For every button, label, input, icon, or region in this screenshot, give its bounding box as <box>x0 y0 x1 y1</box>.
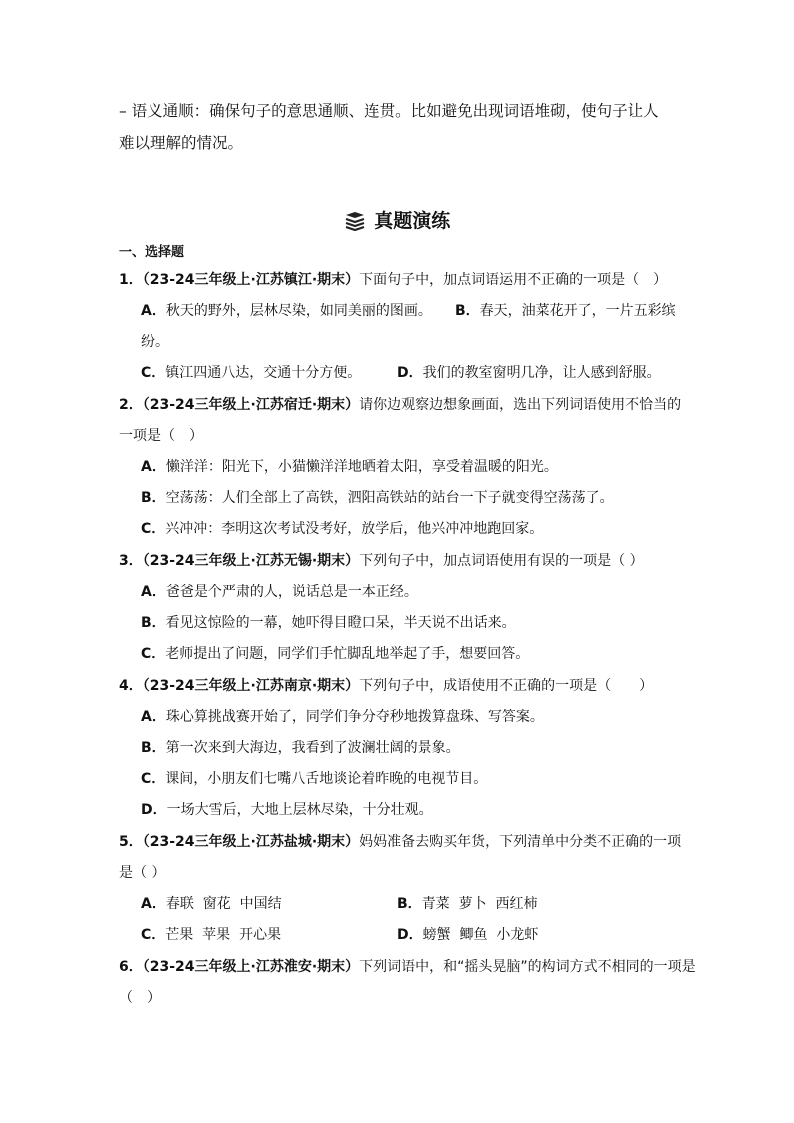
question-2-option-a: A．懒洋洋：阳光下，小猫懒洋洋地晒着太阳，享受着温暖的阳光。 <box>141 459 558 475</box>
question-1-option-b: B．春天，油菜花开了，一片五彩缤 <box>455 303 676 319</box>
question-5-stem: 5．（23-24三年级上·江苏盐城·期末）妈妈准备去购买年货，下列清单中分类不正确的一项 <box>119 834 682 850</box>
question-5-option-b: B．青菜 萝卜 西红柿 <box>397 896 538 912</box>
question-5-option-d: D．螃蟹 鲫鱼 小龙虾 <box>397 927 539 943</box>
question-5-option-c: C．芒果 苹果 开心果 <box>141 927 282 943</box>
question-5-stem-cont: 是（ ） <box>119 865 166 881</box>
section-title <box>0 208 794 234</box>
question-1-option-c: C．镇江四通八达，交通十分方便。 <box>141 365 362 381</box>
intro-line-1: – 语义通顺：确保句子的意思通顺、连贯。比如避免出现词语堆砌，使句子让人 <box>119 102 659 120</box>
question-6-stem: 6．（23-24三年级上·江苏淮安·期末）下列词语中，和“摇头晃脑”的构词方式不相同的一项是 <box>119 959 696 975</box>
question-1-stem: 1．（23-24三年级上·江苏镇江·期末）下面句子中，加点词语运用不正确的一项是（ ） <box>119 272 668 288</box>
question-2-option-b: B．空荡荡：人们全部上了高铁，泗阳高铁站的站台一下子就变得空荡荡了。 <box>141 490 614 506</box>
intro-line-2: 难以理解的情况。 <box>119 134 244 152</box>
question-2-stem: 2．（23-24三年级上·江苏宿迁·期末）请你边观察边想象画面，选出下列词语使用不恰当的 <box>119 397 682 413</box>
question-4-option-c: C．课间，小朋友们七嘴八舌地谈论着昨晚的电视节目。 <box>141 771 488 787</box>
section-subheading: 一、选择题 <box>119 245 185 260</box>
question-4-stem: 4．（23-24三年级上·江苏南京·期末）下列句子中，成语使用不正确的一项是（ ） <box>119 678 654 694</box>
question-1-option-d: D．我们的教室窗明几净，让人感到舒服。 <box>397 365 661 381</box>
question-2-option-c: C．兴冲冲：李明这次考试没考好，放学后，他兴冲冲地跑回家。 <box>141 521 544 537</box>
question-3-option-a: A．爸爸是个严肃的人，说话总是一本正经。 <box>141 584 418 600</box>
question-4-option-d: D．一场大雪后，大地上层林尽染，十分壮观。 <box>141 802 433 818</box>
question-3-option-b: B．看见这惊险的一幕，她吓得目瞪口呆，半天说不出话来。 <box>141 615 516 631</box>
question-1-option-a: A．秋天的野外，层林尽染，如同美丽的图画。 <box>141 303 432 319</box>
question-6-stem-cont: （ ） <box>119 990 161 1006</box>
question-4-option-a: A．珠心算挑战赛开始了，同学们争分夺秒地拨算盘珠、写答案。 <box>141 709 544 725</box>
question-3-stem: 3．（23-24三年级上·江苏无锡·期末）下列句子中，加点词语使用有误的一项是（ ） <box>119 553 644 569</box>
section-title-text: 真题演练 <box>374 210 451 232</box>
question-4-option-b: B．第一次来到大海边，我看到了波澜壮阔的景象。 <box>141 740 460 756</box>
books-icon <box>344 210 375 232</box>
question-2-stem-cont: 一项是（ ） <box>119 428 203 444</box>
question-5-option-a: A．春联 窗花 中国结 <box>141 896 282 912</box>
question-1-option-b-cont: 纷。 <box>141 334 169 350</box>
question-3-option-c: C．老师提出了问题，同学们手忙脚乱地举起了手，想要回答。 <box>141 646 530 662</box>
